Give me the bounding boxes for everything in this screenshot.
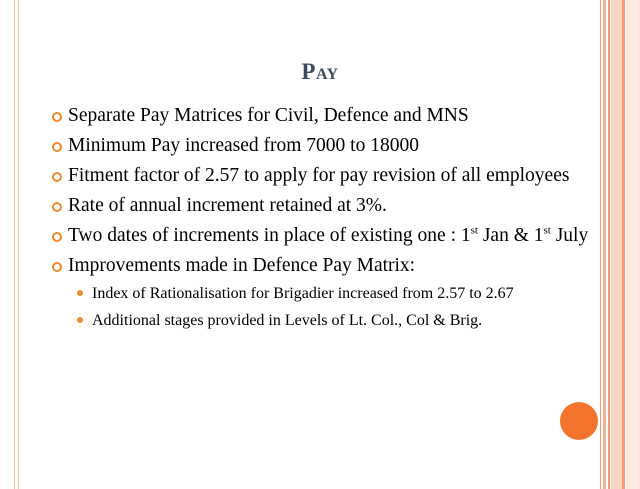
- sub-bullet-item: [52, 283, 600, 304]
- ordinal-suffix: st: [543, 224, 551, 237]
- dot-bullet-icon: [77, 290, 83, 296]
- bullet-list: [52, 105, 600, 337]
- bullet-text: [68, 225, 600, 247]
- bullet-text: Separate Pay Matrices for Civil, Defence and MNS: [68, 105, 469, 126]
- bullet-text: Fitment factor of 2.57 to apply for pay revision of all employees: [68, 165, 570, 186]
- bullet-text: Minimum Pay increased from 7000 to 18000: [68, 135, 419, 156]
- ring-bullet-icon: [52, 172, 62, 182]
- bullet-text-part: Jan & 1: [477, 225, 544, 246]
- sub-bullet-item: [52, 310, 600, 331]
- bullet-item: [52, 105, 600, 127]
- bullet-item: [52, 165, 600, 187]
- dot-bullet-icon: [77, 317, 83, 323]
- ring-bullet-icon: [52, 112, 62, 122]
- bullet-item: [52, 135, 600, 157]
- sub-bullet-list: [52, 283, 600, 331]
- bullet-item: [52, 195, 600, 217]
- bullet-text-part: July: [550, 225, 589, 246]
- sub-bullet-text: Index of Rationalisation for Brigadier increased from 2.57 to 2.67: [92, 285, 514, 302]
- decorative-circle: [560, 402, 598, 440]
- bullet-text-part: Two dates of increments in place of existing one : 1: [68, 225, 471, 246]
- ring-bullet-icon: [52, 232, 62, 242]
- bullet-text: Rate of annual increment retained at 3%.: [68, 195, 387, 216]
- slide-title: Pay: [301, 59, 339, 84]
- ring-bullet-icon: [52, 262, 62, 272]
- ordinal-suffix: st: [470, 224, 478, 237]
- sub-bullet-text: Additional stages provided in Levels of Lt. Col., Col & Brig.: [92, 312, 483, 329]
- bullet-item: [52, 225, 600, 247]
- ring-bullet-icon: [52, 202, 62, 212]
- bullet-text: Improvements made in Defence Pay Matrix:: [68, 255, 416, 276]
- ring-bullet-icon: [52, 142, 62, 152]
- bullet-item: [52, 255, 600, 277]
